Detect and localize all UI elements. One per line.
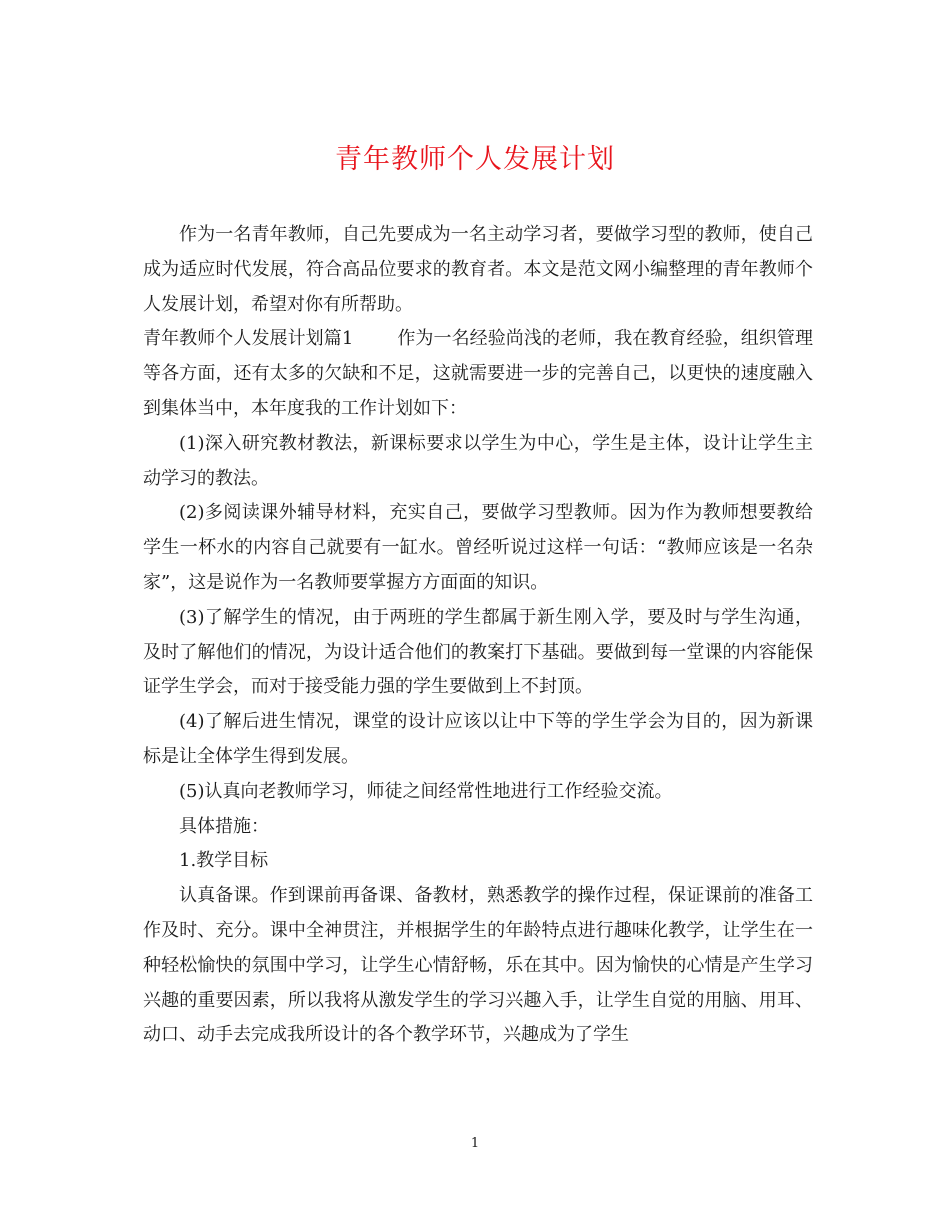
- list-item: (5)认真向老教师学习，师徒之间经常性地进行工作经验交流。: [179, 780, 673, 802]
- document-body: [143, 218, 813, 1053]
- page-number: 1: [470, 1136, 480, 1151]
- subheading-teaching-goals: 1.教学目标: [179, 850, 269, 872]
- intro-paragraph: 作为一名青年教师，自己先要成为一名主动学习者，要做学习型的教师，使自己成为适应时代发展，符合高品位要求的教育者。本文是范文网小编整理的青年教师个人发展计划，希望对你有所帮助。: [143, 224, 813, 315]
- list-item: (4)了解后进生情况，课堂的设计应该以让中下等的学生学会为目的，因为新课标是让全体学生得到发展。: [143, 711, 813, 767]
- section-heading: 青年教师个人发展计划篇1: [143, 328, 354, 350]
- list-item: (1)深入研究教材教法，新课标要求以学生为中心，学生是主体，设计让学生主动学习的教法。: [143, 432, 813, 489]
- teaching-goals-paragraph: 认真备课。作到课前再备课、备教材，熟悉教学的操作过程，保证课前的准备工作及时、充分。课中全神贯注，并根据学生的年龄特点进行趣味化教学，让学生在一种轻松愉快的氛围中学习，让学生心情舒畅，乐在其中。因为愉快的心情是产生学习兴趣的重要因素，所以我将从激发学生的学习兴趣入手，让学生自觉的用脑、用耳、动口、动手去完成我所设计的各个教学环节，兴趣成为了学生: [143, 885, 813, 1046]
- section-paragraph: [143, 322, 813, 426]
- list-item: (3)了解学生的情况，由于两班的学生都属于新生刚入学，要及时与学生沟通，及时了解他们的情况，为设计适合他们的教案打下基础。要做到每一堂课的内容能保证学生学会，而对于接受能力强的学生要做到上不封顶。: [143, 606, 813, 698]
- measures-heading: 具体措施：: [179, 815, 269, 837]
- document-title: 青年教师个人发展计划: [335, 144, 615, 175]
- list-item: (2)多阅读课外辅导材料，充实自己，要做学习型教师。因为作为教师想要教给学生一杯水的内容自己就要有一缸水。曾经听说过这样一句话：“教师应该是一名杂家”，这是说作为一名教师要掌握方方面面的知识。: [143, 502, 813, 593]
- section-intro: 作为一名经验尚浅的老师，我在教育经验，组织管理等各方面，还有太多的欠缺和不足，这就需要进一步的完善自己，以更快的速度融入到集体当中，本年度我的工作计划如下：: [143, 328, 814, 419]
